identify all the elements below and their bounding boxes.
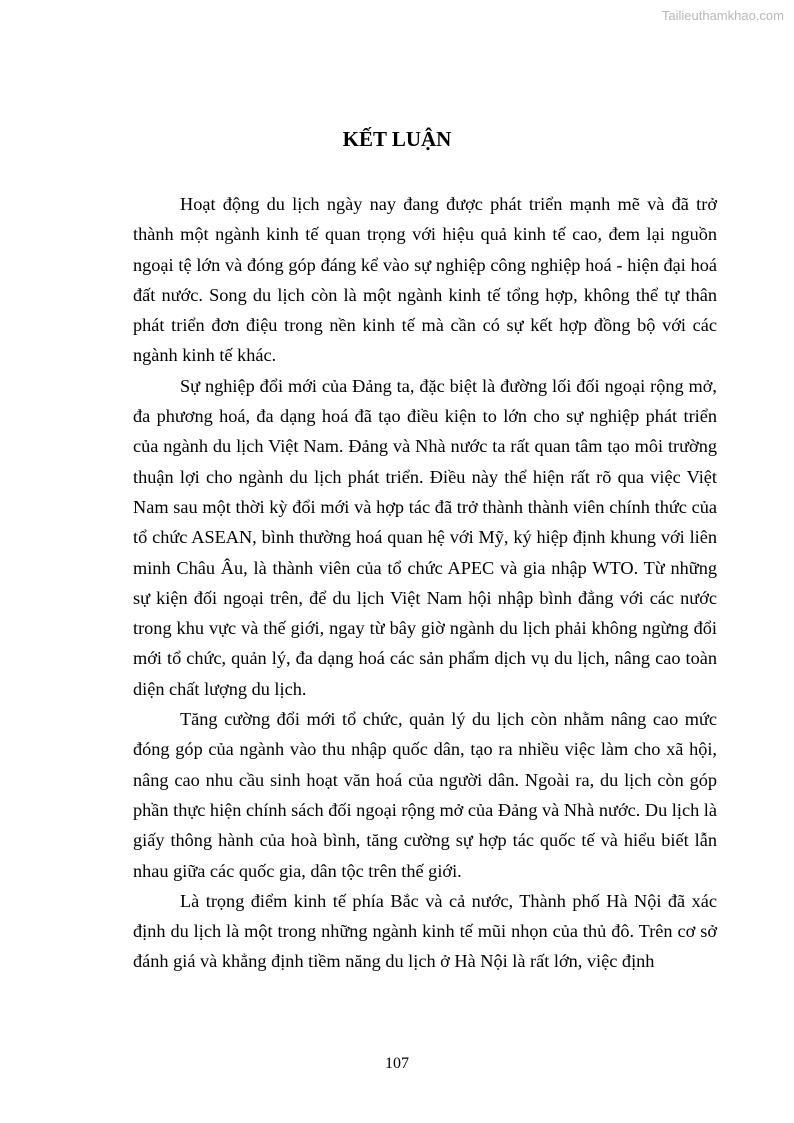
- paragraph-3: Tăng cường đổi mới tổ chức, quản lý du lịch còn nhằm nâng cao mức đóng góp của ngành vào thu nhập quốc dân, tạo ra nhiều việc làm cho xã hội, nâng cao nhu cầu sinh hoạt văn hoá của người dân. Ngoài ra, du lịch còn góp phần thực hiện chính sách đối ngoại rộng mở của Đảng và Nhà nước. Du lịch là giấy thông hành của hoà bình, tăng cường sự hợp tác quốc tế và hiểu biết lẫn nhau giữa các quốc gia, dân tộc trên thế giới.: [133, 709, 717, 881]
- page-number: 107: [385, 1055, 409, 1072]
- page-title: KẾT LUẬN: [342, 127, 452, 151]
- watermark: Tailieuthamkhao.com: [661, 8, 784, 23]
- paragraph-1: Hoạt động du lịch ngày nay đang được phát triển mạnh mẽ và đã trở thành một ngành kinh tế quan trọng với hiệu quả kinh tế cao, đem lại nguồn ngoại tệ lớn và đóng góp đáng kể vào sự nghiệp công nghiệp hoá - hiện đại hoá đất nước. Song du lịch còn là một ngành kinh tế tổng hợp, không thể tự thân phát triển đơn điệu trong nền kinh tế mà cần có sự kết hợp đồng bộ với các ngành kinh tế khác.: [133, 194, 717, 366]
- paragraph-2: Sự nghiệp đổi mới của Đảng ta, đặc biệt là đường lối đối ngoại rộng mở, đa phương hoá, đa dạng hoá đã tạo điều kiện to lớn cho sự nghiệp phát triển của ngành du lịch Việt Nam. Đảng và Nhà nước ta rất quan tâm tạo môi trường thuận lợi cho ngành du lịch phát triển. Điều này thể hiện rất rõ qua việc Việt Nam sau một thời kỳ đổi mới và hợp tác đã trở thành thành viên chính thức của tổ chức ASEAN, bình thường hoá quan hệ với Mỹ, ký hiệp định khung với liên minh Châu Âu, là thành viên của tổ chức APEC và gia nhập WTO. Từ những sự kiện đối ngoại trên, để du lịch Việt Nam hội nhập bình đẳng với các nước trong khu vực và thế giới, ngay từ bây giờ ngành du lịch phải không ngừng đổi mới tổ chức, quản lý, đa dạng hoá các sản phẩm dịch vụ du lịch, nâng cao toàn diện chất lượng du lịch.: [133, 375, 717, 699]
- body-text: [133, 189, 717, 977]
- paragraph-4: Là trọng điểm kinh tế phía Bắc và cả nước, Thành phố Hà Nội đã xác định du lịch là một trong những ngành kinh tế mũi nhọn của thủ đô. Trên cơ sở đánh giá và khẳng định tiềm năng du lịch ở Hà Nội là rất lớn, việc định: [133, 890, 717, 972]
